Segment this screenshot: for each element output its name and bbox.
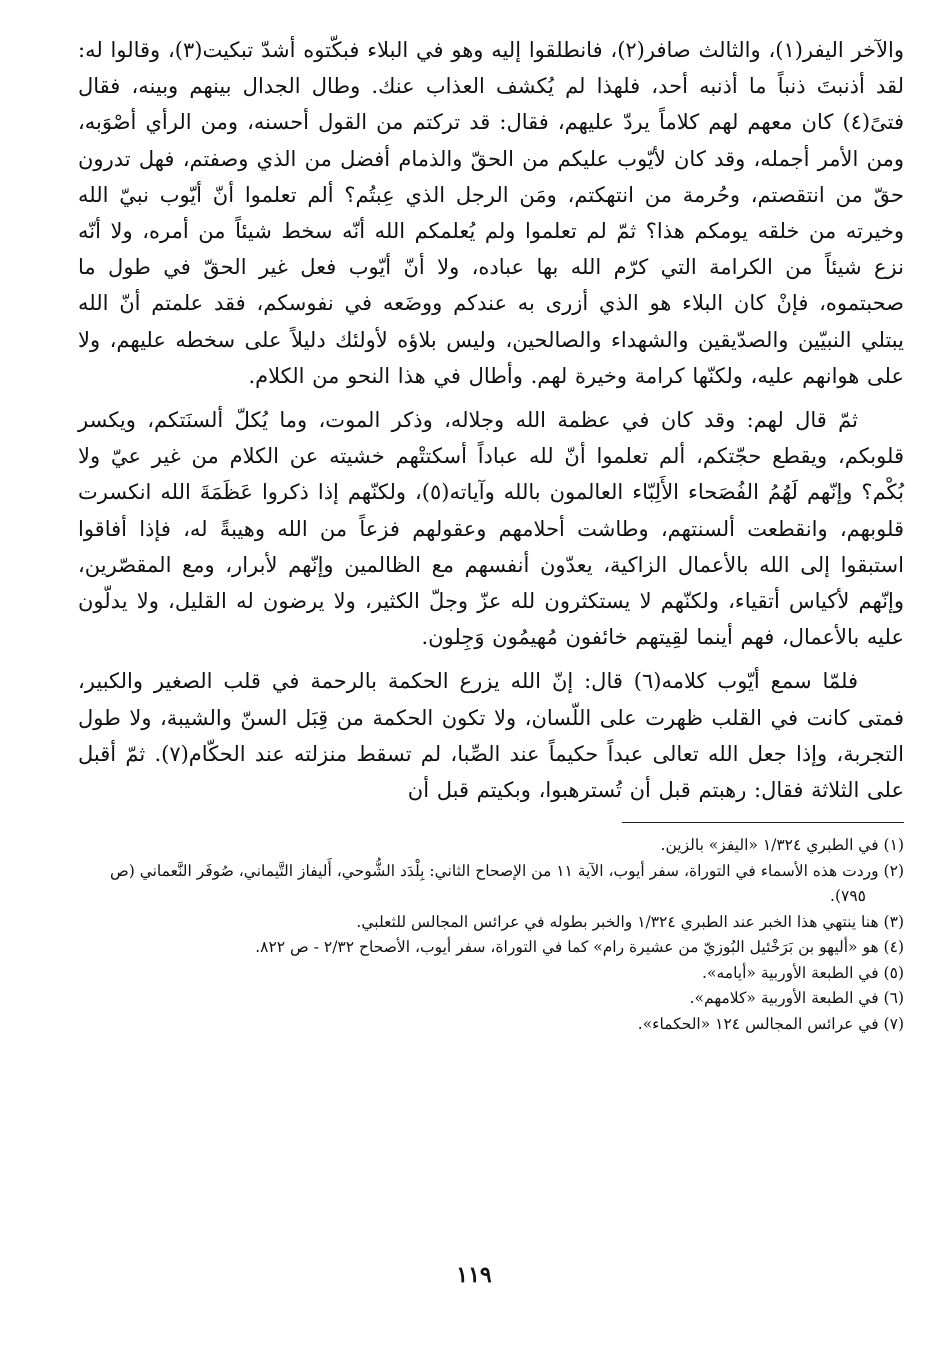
footnotes [78,833,904,1037]
footnote-3: (٣) هنا ينتهي هذا الخبر عند الطبري ١/٣٢٤ والخبر بطوله في عرائس المجالس للثعلبي. [356,912,904,931]
body-paragraph-1: والآخر اليفر(١)، والثالث صافر(٢)، فانطلقوا إليه وهو في البلاء فبكّتوه أشدّ تبكيت(٣)، وقالوا له: لقد أذنبتَ ذنباً ما أذنبه أحد، فلهذا لم يُكشف العذاب عنك. وطال الجدال بينهم وبينه، فقال فتىً(٤) كان معهم لهم كلاماً يردّ عليهم، فقال: قد تركتم من القول أحسنه، ومن الرأي أصْوَبه، ومن الأمر أجمله، وقد كان لأيّوب عليكم من الحقّ والذمام أفضل من الذي وصفتم، فهل تدرون حقّ من انتقصتم، وحُرمة من انتهكتم، ومَن الرجل الذي عِبتُم؟ ألم تعلموا أنّ أيّوب نبيّ الله وخيرته من خلقه يومكم هذا؟ ثمّ لم تعلموا ولم يُعلمكم الله أنّه سخط شيئاً من أمره، ولا أنّه نزع شيئاً من الكرامة التي كرّم الله بها عباده، ولا أنّ أيّوب فعل غير الحقّ في طول ما صحبتموه، فإنْ كان البلاء هو الذي أزرى به عندكم ووضَعه في نفوسكم، فقد علمتم أنّ الله يبتلي النبيّين والصدّيقين والشهداء والصالحين، وليس بلاؤه لأولئك دليلاً على سخطه عليهم، ولا على هوانهم عليه، ولكنّها كرامة وخيرة لهم. وأطال في هذا النحو من الكلام. [78,38,905,388]
footnote-4: (٤) هو «أليهو بن بَرَخْئيل البُوزيّ من عشيرة رام» كما في التوراة، سفر أيوب، الأصحاح ٢/٣٢ - ص ٨٢٢. [255,938,904,957]
footnote-5: (٥) في الطبعة الأوربية «أيامه». [702,963,904,982]
footnote-separator [622,822,904,823]
footnote-1: (١) في الطبري ١/٣٢٤ «اليفز» بالزين. [660,836,904,855]
page-number: ١١٩ [456,1262,492,1288]
footnote-6: (٦) في الطبعة الأوربية «كلامهم». [689,989,904,1008]
body-paragraph-2: ثمّ قال لهم: وقد كان في عظمة الله وجلاله، وذكر الموت، وما يُكلّ ألسنَتكم، ويكسر قلوبكم، ويقطع حجّتكم، ألم تعلموا أنّ لله عباداً أسكتتْهم خشيته عن الكلام من غير عيّ ولا بُكْم؟ وإنّهم لَهُمُ الفُصَحاء الأَلِبّاء العالمون بالله وآياته(٥)، ولكنّهم إذا ذكروا عَظَمَةَ الله انكسرت قلوبهم، وانقطعت ألسنتهم، وطاشت أحلامهم وعقولهم فزعاً من الله وهيبةً له، فإذا أفاقوا استبقوا إلى الله بالأعمال الزاكية، يعدّون أنفسهم مع الظالمين وإنّهم لأبرار، ومع المقصّرين، وإنّهم لأكياس أتقياء، ولكنّهم لا يستكثرون لله عزّ وجلّ الكثير، ولا يرضون له القليل، ولا يدلّون عليه بالأعمال، فهم أينما لقِيتهم خائفون مُهيمُون وَجِلون. [78,408,904,650]
book-page [78,32,904,1037]
footnote-2: (٢) وردت هذه الأسماء في التوراة، سفر أيوب، الآية ١١ من الإصحاح الثاني: بِلْدَد الشُّوحي، أَليفاز التَّيماني، صُوفَر النَّعماني (ص ٧٩٥). [109,861,904,906]
footnote-7: (٧) في عرائس المجالس ١٢٤ «الحكماء». [637,1014,904,1033]
body-paragraph-3: فلمّا سمع أيّوب كلامه(٦) قال: إنّ الله يزرع الحكمة بالرحمة في قلب الصغير والكبير، فمتى كانت في القلب ظهرت على اللّسان، ولا تكون الحكمة من قِبَل السنّ والشيبة، ولا طول التجربة، وإذا جعل الله تعالى عبداً حكيماً عند الصِّبا، لم تسقط منزلته عند الحكّام(٧). ثمّ أقبل على الثلاثة فقال: رهبتم قبل أن تُسترهبوا، وبكيتم قبل أن [78,669,905,803]
